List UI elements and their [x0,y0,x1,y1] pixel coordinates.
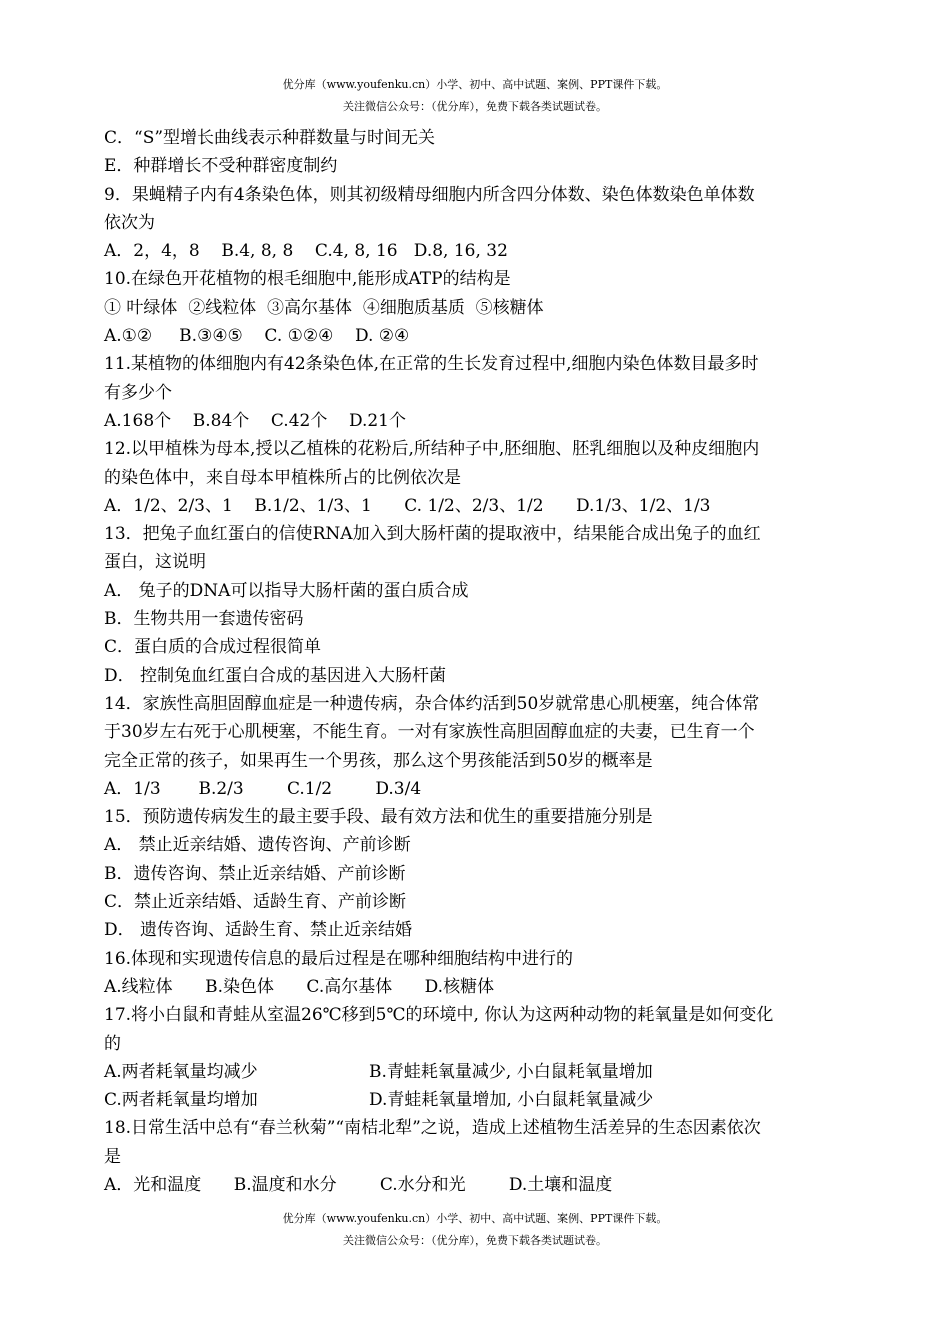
question-17: 17.将小白鼠和青蛙从室温26℃移到5℃的环境中, 你认为这两种动物的耗氧量是如何变化 [104,1005,774,1026]
option-line: E．种群增长不受种群密度制约 [104,156,338,177]
question-10: 10.在绿色开花植物的根毛细胞中,能形成ATP的结构是 [104,269,511,290]
question-18-options: A．光和温度 B.温度和水分 C.水分和光 D.土壤和温度 [104,1174,613,1195]
question-16-options: A.线粒体 B.染色体 C.高尔基体 D.核糖体 [104,976,495,997]
question-13-cont: 蛋白，这说明 [104,552,206,573]
question-14-cont: 于30岁左右死于心肌梗塞，不能生育。一对有家族性高胆固醇血症的夫妻，已生育一个 [104,722,755,743]
question-14-cont: 完全正常的孩子，如果再生一个男孩，那么这个男孩能活到50岁的概率是 [104,750,653,771]
question-13-option-c: C．蛋白质的合成过程很简单 [104,637,322,658]
question-12-cont: 的染色体中，来自母本甲植株所占的比例依次是 [104,467,461,488]
question-17-option-a: A.两者耗氧量均减少 [104,1061,258,1082]
question-16: 16.体现和实现遗传信息的最后过程是在哪种细胞结构中进行的 [104,948,574,969]
header-line-2: 关注微信公众号：（优分库），免费下载各类试题试卷。 [343,100,607,113]
question-9-cont: 依次为 [104,212,155,233]
footer-line-2: 关注微信公众号：（优分库），免费下载各类试题试卷。 [343,1234,607,1247]
question-13-option-b: B．生物共用一套遗传密码 [104,609,304,630]
question-12: 12.以甲植株为母本,授以乙植株的花粉后,所结种子中,胚细胞、胚乳细胞以及种皮细胞内 [104,439,760,460]
question-10-items: ① 叶绿体 ②线粒体 ③高尔基体 ④细胞质基质 ⑤核糖体 [104,297,544,318]
question-18-cont: 是 [104,1146,121,1167]
question-13: 13．把兔子血红蛋白的信使RNA加入到大肠杆菌的提取液中，结果能合成出兔子的血红 [104,524,761,545]
footer-line-1: 优分库（www.youfenku.cn）小学、初中、高中试题、案例、PPT课件下载。 [282,1212,668,1225]
question-17-option-c: C.两者耗氧量均增加 [104,1090,258,1111]
question-10-options: A.①② B.③④⑤ C. ①②④ D. ②④ [104,326,410,347]
question-14-options: A．1/3 B.2/3 C.1/2 D.3/4 [104,778,422,799]
header-line-1: 优分库（www.youfenku.cn）小学、初中、高中试题、案例、PPT课件下载。 [282,78,668,91]
question-17-option-d: D.青蛙耗氧量增加, 小白鼠耗氧量减少 [369,1090,654,1111]
question-11: 11.某植物的体细胞内有42条染色体,在正常的生长发育过程中,细胞内染色体数目最多时 [104,354,759,375]
question-15-option-c: C．禁止近亲结婚、适龄生育、产前诊断 [104,892,407,913]
question-15-option-b: B．遗传咨询、禁止近亲结婚、产前诊断 [104,863,406,884]
option-line: C．“S”型增长曲线表示种群数量与时间无关 [104,128,436,148]
question-15: 15．预防遗传病发生的最主要手段、最有效方法和优生的重要措施分别是 [104,807,653,828]
question-18: 18.日常生活中总有“春兰秋菊”“南桔北犁”之说，造成上述植物生活差异的生态因素依次 [104,1118,761,1139]
page-header [0,74,950,118]
question-15-option-d: D． 遗传咨询、适龄生育、禁止近亲结婚 [104,920,413,941]
question-15-option-a: A． 禁止近亲结婚、遗传咨询、产前诊断 [104,835,411,856]
question-9-options: A．2，4，8 B.4, 8, 8 C.4, 8, 16 D.8, 16, 32 [104,241,508,262]
question-17-option-b: B.青蛙耗氧量减少, 小白鼠耗氧量增加 [369,1061,653,1082]
question-13-option-a: A． 兔子的DNA可以指导大肠杆菌的蛋白质合成 [104,580,469,601]
question-12-options: A．1/2、2/3、1 B.1/2、1/3、1 C. 1/2、2/3、1/2 D.1/3、1/2、1/3 [104,495,711,516]
question-17-options-row-2 [104,1086,849,1114]
question-9: 9．果蝇精子内有4条染色体，则其初级精母细胞内所含四分体数、染色体数染色单体数 [104,184,755,205]
question-14: 14．家族性高胆固醇血症是一种遗传病，杂合体约活到50岁就常患心肌梗塞，纯合体常 [104,693,760,714]
question-17-options-row-1 [104,1058,849,1086]
question-11-options: A.168个 B.84个 C.42个 D.21个 [104,410,406,431]
question-17-cont: 的 [104,1033,121,1054]
question-body [104,124,849,1199]
question-13-option-d: D． 控制兔血红蛋白合成的基因进入大肠杆菌 [104,665,447,686]
page-footer [0,1208,950,1252]
question-11-cont: 有多少个 [104,382,172,403]
